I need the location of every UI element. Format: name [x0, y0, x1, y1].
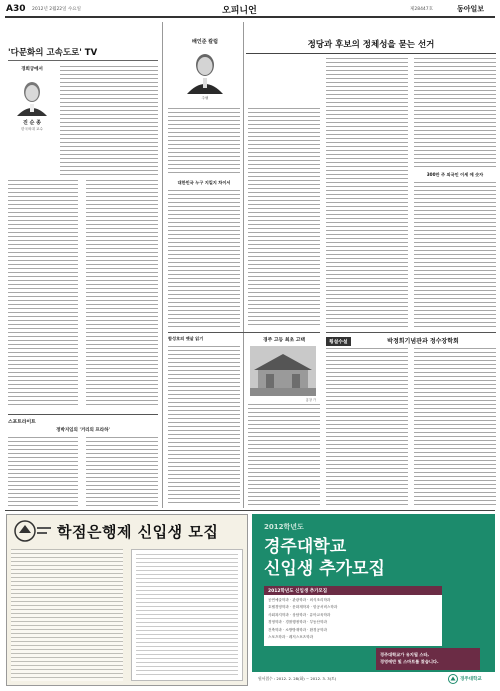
sidebar-label: 스포트라이트 [8, 420, 36, 425]
ad2-dept-list [264, 595, 442, 643]
ad-gyeongju-university[interactable] [252, 514, 495, 686]
ad2-dept-item: 스포츠학과 · 레저스포츠학과 [268, 635, 314, 640]
columnist-photo-icon [185, 48, 225, 94]
author-block [8, 64, 56, 174]
columnist-portrait [185, 48, 225, 94]
right-column-label: 횡설수설 [326, 337, 351, 346]
author-photo-icon [15, 78, 49, 116]
ad2-dept-item: 경영학과 · 경찰행정학과 · 부동산학과 [268, 620, 327, 625]
sub-column-label: 합성호의 옛살 읽기 [168, 336, 204, 341]
author-title: 한국외대 교수 [21, 127, 43, 131]
ad2-slogan-line: 경주대학교가 유지될 스타, [380, 652, 430, 657]
center-body-left-top [168, 108, 240, 176]
ad2-title: 경주대학교 [264, 537, 347, 557]
sidebar-body-left [8, 437, 78, 507]
house-illustration-icon [250, 346, 316, 396]
ad1-info-right [131, 549, 243, 681]
ad-separator [5, 510, 495, 511]
column-kicker: 배인준 칼럼 [192, 39, 218, 45]
issue-number: 제28447호 [410, 7, 434, 12]
center-subhead: 대한민국 누구 지킬지 차이서 [177, 180, 231, 185]
ad1-logo-icon [13, 519, 53, 543]
right-body-col1 [326, 348, 408, 506]
ad2-slogan-line: 경영에반 및 스마트를 찾습니다. [380, 659, 439, 664]
lead-body-col2-top [414, 58, 496, 168]
center-body-right [248, 108, 320, 328]
ad1-title: 학점은행제 신입생 모집 [57, 523, 219, 541]
ad2-dept-box [264, 586, 442, 646]
columnist-title: 주필 [201, 96, 209, 100]
ad2-slogan-box [376, 648, 480, 670]
lead-title-rule [246, 53, 496, 54]
university-emblem-icon [448, 674, 458, 684]
ad2-subtitle: 신입생 추가모집 [264, 559, 385, 579]
house-photo [250, 346, 316, 396]
title-rule [8, 60, 158, 61]
section-label: 경희궁에서 [21, 67, 43, 72]
sidebar-rule [8, 414, 158, 415]
sidebar-body-right [86, 437, 158, 507]
author-portrait [15, 78, 49, 116]
sub-column-body-left [168, 346, 240, 506]
section-title: 오피니언 [222, 6, 257, 16]
right-column-headline: 박정희기념관과 정수장학회 [387, 338, 459, 345]
lead-subhead: 300만 주 외국인 이세 에 숫자 [426, 172, 484, 177]
ad2-university-name: 경주대학교 [460, 676, 482, 682]
ad2-dept-item: 공연예술학과 · 관광학과 · 외식조리학과 [268, 598, 331, 602]
column-divider [243, 22, 244, 508]
column-body-left [8, 180, 78, 408]
ad2-year: 2012학년도 [264, 523, 304, 531]
photo-caption: 홍창 가 [305, 398, 316, 402]
column-title: '다문화의 고속도로' TV [8, 48, 98, 58]
ad2-dept-item: 건축학과 · 소방방재학과 · 환경공학과 [268, 627, 327, 632]
sub-column-rule [168, 332, 320, 333]
masthead-rule [5, 16, 495, 18]
sub-column-body-right [248, 404, 320, 506]
center-body-left [168, 190, 240, 328]
sidebar-headline: 정박지임의 '거리의 프라하' [56, 428, 110, 433]
lead-body-col1 [326, 58, 408, 328]
column-body-top-right [60, 66, 158, 176]
sub-column-headline: 경주 고등 최초 고택 [262, 338, 306, 343]
page-number: A30 [6, 4, 26, 14]
right-body-col2 [414, 348, 496, 506]
ad1-info-left [11, 549, 123, 681]
lead-body-col2 [414, 182, 496, 328]
ad2-apply-dates: 원서접수 : 2012. 2. 28(화) ~ 2012. 3. 3(토) [258, 676, 337, 681]
lead-article-title: 정당과 후보의 정체성을 묻는 선거 [307, 40, 435, 50]
ad2-dept-item: 호텔경영학과 · 문화재학과 · 항공서비스학과 [268, 605, 338, 610]
ad2-dept-item: 사회복지학과 · 상담학과 · 유아교육학과 [268, 612, 331, 617]
ad1-header [7, 515, 247, 547]
ad2-footer [252, 672, 495, 686]
ad1-body [11, 549, 243, 683]
ad2-box-title: 2012학년도 신입생 추가모집 [264, 586, 442, 595]
ad-credit-bank[interactable] [6, 514, 248, 686]
ad1-info-table [136, 554, 238, 676]
column-divider [162, 22, 163, 508]
author-name: 진 순 종 [23, 120, 41, 126]
issue-date: 2012년 2월22일 수요일 [32, 7, 81, 12]
newspaper-name: 동아일보 [457, 4, 485, 13]
column-body-right [86, 180, 158, 408]
right-column-rule [326, 332, 496, 333]
